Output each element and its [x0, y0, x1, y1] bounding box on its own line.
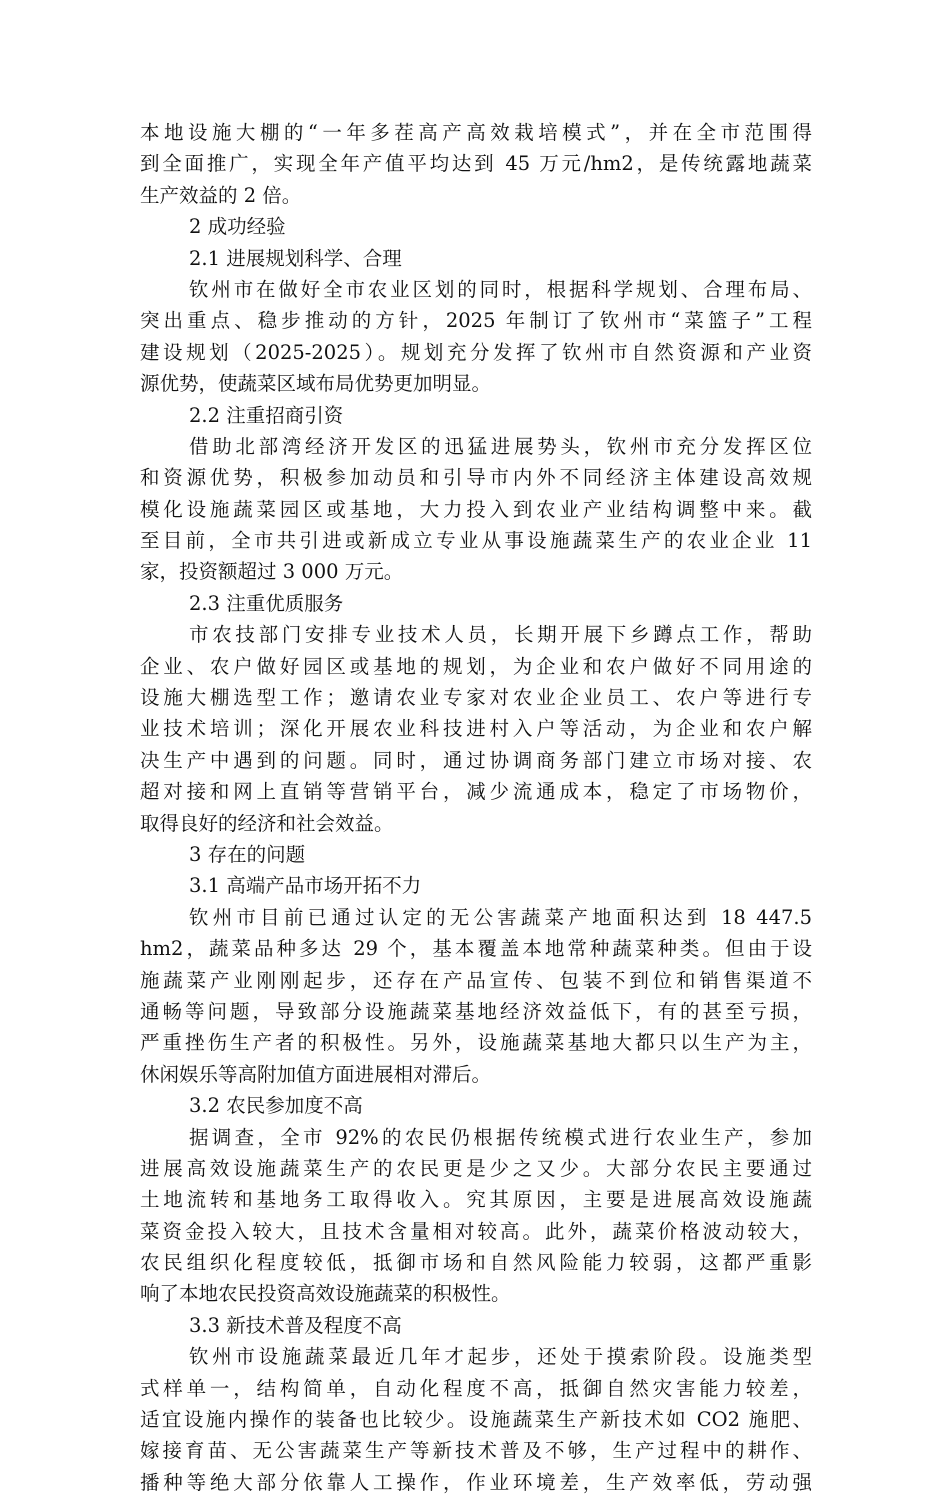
paragraph-line: 源优势，使蔬菜区域布局优势更加明显。 [140, 372, 492, 396]
section-heading: 3.1 高端产品市场开拓不力 [189, 874, 422, 898]
paragraph-line: 家，投资额超过 3 000 万元。 [140, 560, 404, 584]
section-heading: 2 成功经验 [189, 215, 286, 239]
paragraph-line: 嫁接育苗、无公害蔬菜生产等新技术普及不够，生产过程中的耕作、 [140, 1439, 812, 1463]
paragraph-line: 生产效益的 2 倍。 [140, 183, 302, 207]
paragraph-line: 业技术培训；深化开展农业科技进村入户等活动，为企业和农户解 [140, 717, 812, 741]
section-heading: 3 存在的问题 [189, 842, 306, 866]
paragraph-line: 借助北部湾经济开发区的迅猛进展势头，钦州市充分发挥区位 [189, 434, 812, 458]
paragraph-line: 钦州市目前已通过认定的无公害蔬菜产地面积达到 18 447.5 [189, 905, 812, 929]
paragraph-line: 菜资金投入较大，且技术含量相对较高。此外，蔬菜价格波动较大， [140, 1219, 812, 1243]
paragraph-line: 进展高效设施蔬菜生产的农民更是少之又少。大部分农民主要通过 [140, 1156, 812, 1180]
paragraph-line: 据调查，全市 92%的农民仍根据传统模式进行农业生产，参加 [189, 1125, 812, 1149]
paragraph-line: 休闲娱乐等高附加值方面进展相对滞后。 [140, 1062, 492, 1086]
section-heading: 2.1 进展规划科学、合理 [189, 246, 402, 270]
paragraph-line: 和资源优势，积极参加动员和引导市内外不同经济主体建设高效规 [140, 466, 812, 490]
paragraph-line: 突出重点、稳步推动的方针，2025 年制订了钦州市“菜篮子”工程 [140, 309, 812, 333]
document-body [140, 117, 812, 1498]
section-heading: 3.3 新技术普及程度不高 [189, 1313, 402, 1337]
paragraph-line: 钦州市设施蔬菜最近几年才起步，还处于摸索阶段。设施类型 [189, 1345, 812, 1369]
paragraph-line: 到全面推广，实现全年产值平均达到 45 万元/hm2，是传统露地蔬菜 [140, 152, 812, 176]
paragraph-line: 通畅等问题，导致部分设施蔬菜基地经济效益低下，有的甚至亏损， [140, 999, 812, 1023]
paragraph-line: 播种等绝大部分依靠人工操作，作业环境差，生产效率低，劳动强 [140, 1470, 812, 1494]
paragraph-line: hm2，蔬菜品种多达 29 个，基本覆盖本地常种蔬菜种类。但由于设 [140, 937, 812, 961]
paragraph-line: 模化设施蔬菜园区或基地，大力投入到农业产业结构调整中来。截 [140, 497, 812, 521]
paragraph-line: 本地设施大棚的“一年多茬高产高效栽培模式”，并在全市范围得 [140, 121, 812, 144]
paragraph-line: 响了本地农民投资高效设施蔬菜的积极性。 [140, 1282, 511, 1306]
paragraph-line: 至目前，全市共引进或新成立专业从事设施蔬菜生产的农业企业 11 [140, 529, 812, 553]
paragraph-line: 钦州市在做好全市农业区划的同时，根据科学规划、合理布局、 [189, 277, 812, 301]
paragraph-line: 决生产中遇到的问题。同时，通过协调商务部门建立市场对接、农 [140, 748, 812, 772]
paragraph-line: 建设规划（2025-2025）。规划充分发挥了钦州市自然资源和产业资 [140, 340, 812, 364]
paragraph-line: 土地流转和基地务工取得收入。究其原因，主要是进展高效设施蔬 [140, 1188, 812, 1212]
paragraph-line: 企业、农户做好园区或基地的规划，为企业和农户做好不同用途的 [140, 654, 812, 678]
paragraph-line: 取得良好的经济和社会效益。 [140, 811, 394, 835]
paragraph-line: 超对接和网上直销等营销平台，减少流通成本，稳定了市场物价， [140, 780, 812, 804]
section-heading: 2.3 注重优质服务 [189, 591, 344, 615]
paragraph-line: 施蔬菜产业刚刚起步，还存在产品宣传、包装不到位和销售渠道不 [140, 968, 812, 992]
paragraph-line: 式样单一，结构简单，自动化程度不高，抵御自然灾害能力较差， [140, 1376, 812, 1400]
section-heading: 3.2 农民参加度不高 [189, 1094, 363, 1118]
paragraph-line: 农民组织化程度较低，抵御市场和自然风险能力较弱，这都严重影 [140, 1251, 812, 1275]
section-heading: 2.2 注重招商引资 [189, 403, 344, 427]
paragraph-line: 适宜设施内操作的装备也比较少。设施蔬菜生产新技术如 CO2 施肥、 [140, 1408, 812, 1432]
paragraph-line: 严重挫伤生产者的积极性。另外，设施蔬菜基地大都只以生产为主， [140, 1031, 812, 1055]
paragraph-line: 设施大棚选型工作；邀请农业专家对农业企业员工、农户等进行专 [140, 686, 812, 710]
paragraph-line: 市农技部门安排专业技术人员，长期开展下乡蹲点工作，帮助 [189, 623, 812, 647]
